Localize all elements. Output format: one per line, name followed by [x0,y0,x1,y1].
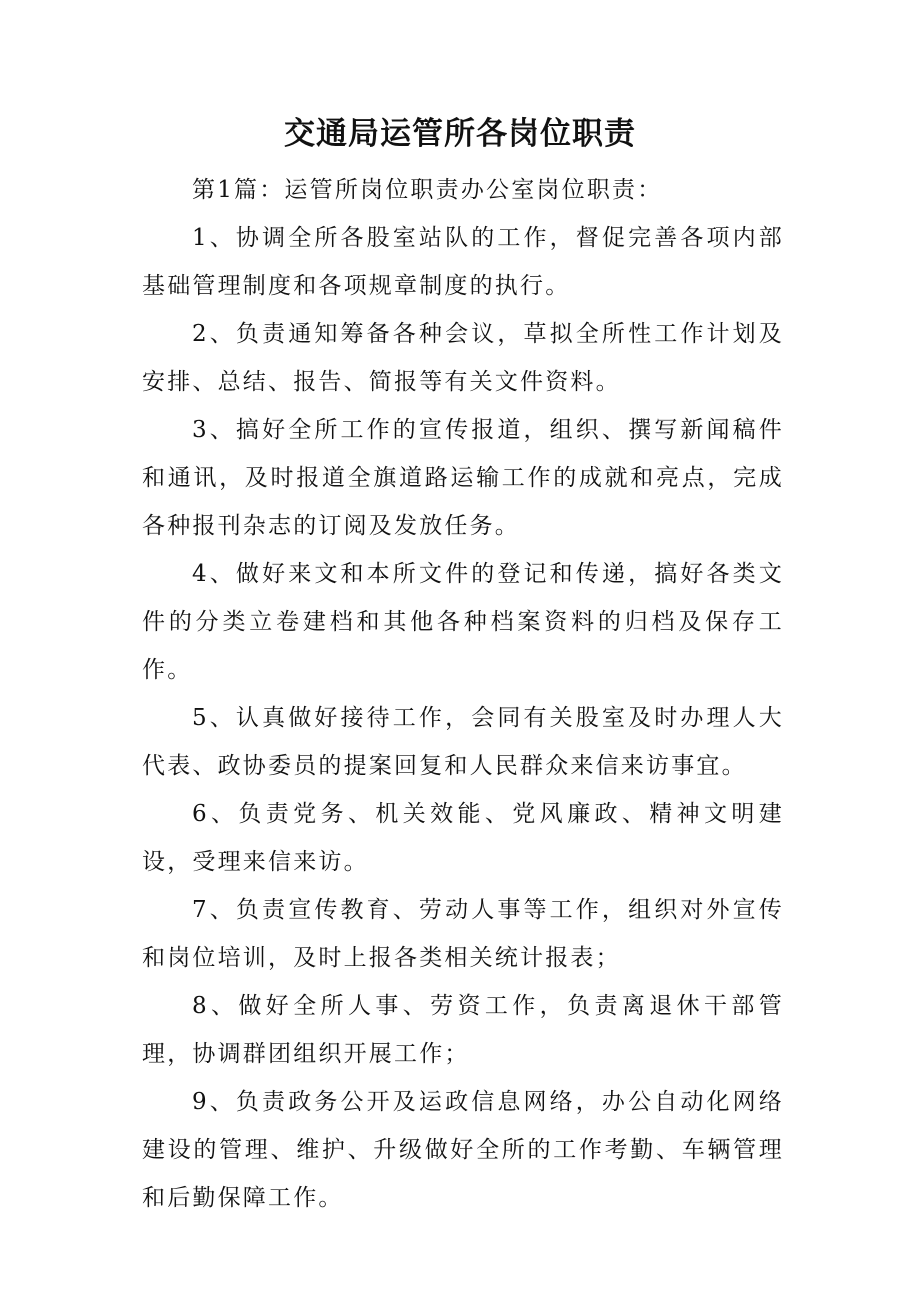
duty-item-6: 6、负责党务、机关效能、党风廉政、精神文明建设，受理来信来访。 [142,801,784,875]
duty-item-3: 3、搞好全所工作的宣传报道，组织、撰写新闻稿件和通讯，及时报道全旗道路运输工作的成就和亮点，完成各种报刊杂志的订阅及发放任务。 [142,417,784,539]
duty-item-2: 2、负责通知筹备各种会议，草拟全所性工作计划及安排、总结、报告、简报等有关文件资料。 [142,321,784,395]
duty-item-7: 7、负责宣传教育、劳动人事等工作，组织对外宣传和岗位培训，及时上报各类相关统计报表； [142,897,784,971]
duty-item-1: 1、协调全所各股室站队的工作，督促完善各项内部基础管理制度和各项规章制度的执行。 [142,225,784,299]
duty-item-8: 8、做好全所人事、劳资工作，负责离退休干部管理，协调群团组织开展工作； [142,993,784,1067]
section-heading: 第1篇：运管所岗位职责办公室岗位职责： [192,177,663,203]
document-title: 交通局运管所各岗位职责 [284,116,636,152]
document-body [142,166,784,1222]
duty-item-5: 5、认真做好接待工作，会同有关股室及时办理人大代表、政协委员的提案回复和人民群众来信来访事宜。 [142,705,784,779]
duty-item-9: 9、负责政务公开及运政信息网络，办公自动化网络建设的管理、维护、升级做好全所的工作考勤、车辆管理和后勤保障工作。 [142,1089,784,1211]
duty-item-4: 4、做好来文和本所文件的登记和传递，搞好各类文件的分类立卷建档和其他各种档案资料的归档及保存工作。 [142,561,784,683]
